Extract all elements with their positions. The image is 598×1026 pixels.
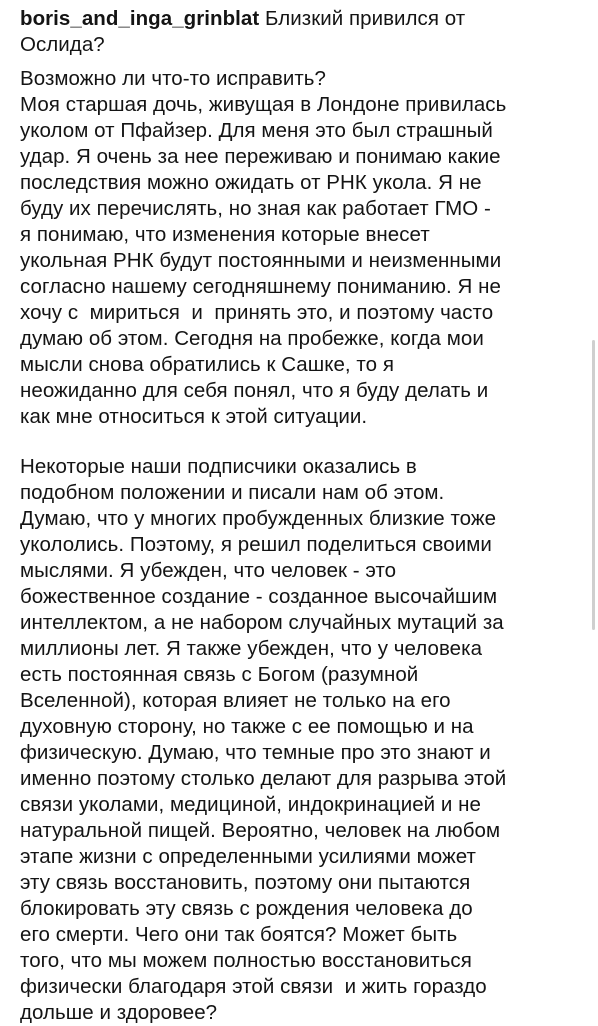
question-line: Возможно ли что-то исправить?: [20, 67, 326, 90]
post-title-line-2: Ослида?: [20, 33, 105, 56]
scrollbar[interactable]: [592, 340, 595, 630]
paragraph2-line: есть постоянная связь с Богом (разумной: [20, 663, 419, 686]
header-line-1: [20, 6, 598, 32]
paragraph1-line: я понимаю, что изменения которые внесет: [20, 223, 430, 246]
paragraph2-line: интеллектом, а не набором случайных мутаций за: [20, 611, 504, 634]
paragraph2-line: физическую. Думаю, что темные про это знают и: [20, 741, 491, 764]
paragraph2-line: Думаю, что у многих пробужденных близкие тоже: [20, 507, 497, 530]
paragraph2-line: подобном положении и писали нам об этом.: [20, 481, 445, 504]
paragraph2-line: физически благодаря этой связи и жить гораздо: [20, 975, 487, 998]
post-caption: [20, 6, 598, 1026]
paragraph1-line: последствия можно ожидать от РНК укола. Я не: [20, 171, 482, 194]
paragraph2-line: миллионы лет. Я также убежден, что у человека: [20, 637, 483, 660]
paragraph1-line: неожиданно для себя понял, что я буду делать и: [20, 379, 489, 402]
paragraph1-line: согласно нашему сегодняшнему пониманию. Я не: [20, 275, 501, 298]
paragraph2-line: блокировать эту связь с рождения человека до: [20, 897, 473, 920]
paragraph2-line: духовную сторону, но также с ее помощью и на: [20, 715, 474, 738]
paragraph2-line: эту связь восстановить, поэтому они пытаются: [20, 871, 471, 894]
paragraph2-line: его смерти. Чего они так боятся? Может быть: [20, 923, 458, 946]
post-title-line-1: Близкий привился от: [264, 7, 466, 30]
paragraph2-line: того, что мы можем полностью восстановиться: [20, 949, 472, 972]
paragraph2-line: Некоторые наши подписчики оказались в: [20, 455, 417, 478]
paragraph2-line: именно поэтому столько делают для разрыва этой: [20, 767, 507, 790]
paragraph1-line: думаю об этом. Сегодня на пробежке, когда мои: [20, 327, 484, 350]
paragraph2-line: божественное создание - созданное высочайшим: [20, 585, 498, 608]
paragraph1-line: Моя старшая дочь, живущая в Лондоне привилась: [20, 93, 507, 116]
post-header: [20, 6, 598, 58]
paragraph1-line: как мне относиться к этой ситуации.: [20, 405, 368, 428]
paragraph-1: [20, 92, 598, 430]
paragraph1-line: хочу с мириться и принять это, и поэтому часто: [20, 301, 494, 324]
paragraph1-line: укольная РНК будут постоянными и неизменными: [20, 249, 502, 272]
paragraph1-line: уколом от Пфайзер. Для меня это был страшный: [20, 119, 493, 142]
paragraph2-line: натуральной пищей. Вероятно, человек на любом: [20, 819, 501, 842]
paragraph2-line: Вселенной), которая влияет не только на его: [20, 689, 451, 712]
paragraph1-line: мысли снова обратились к Сашке, то я: [20, 353, 394, 376]
post-question: [20, 66, 598, 92]
paragraph-2: [20, 454, 598, 1026]
username-link[interactable]: boris_and_inga_grinblat: [20, 7, 260, 30]
paragraph1-line: буду их перечислять, но зная как работает ГМО -: [20, 197, 491, 220]
paragraph2-line: мыслями. Я убежден, что человек - это: [20, 559, 397, 582]
paragraph2-line: дольше и здоровее?: [20, 1001, 218, 1024]
paragraph2-line: связи уколами, медициной, индокринацией и не: [20, 793, 481, 816]
paragraph2-line: укололись. Поэтому, я решил поделиться своими: [20, 533, 492, 556]
paragraph2-line: этапе жизни с определенными усилиями может: [20, 845, 476, 868]
paragraph1-line: удар. Я очень за нее переживаю и понимаю какие: [20, 145, 501, 168]
